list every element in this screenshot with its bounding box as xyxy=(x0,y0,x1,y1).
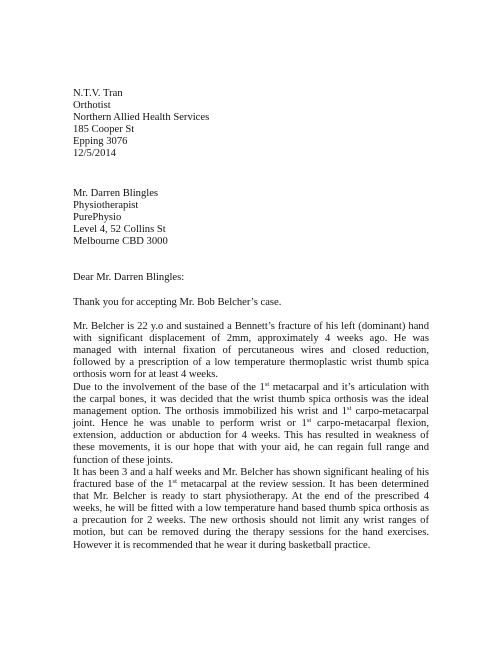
letter-date: 12/5/2014 xyxy=(73,148,116,160)
ordinal-suffix: st xyxy=(306,417,312,425)
thanks-line: Thank you for accepting Mr. Bob Belcher’s case. xyxy=(73,297,282,308)
ordinal-suffix: st xyxy=(264,381,270,388)
paragraph-text: metacarpal at the review session. It has been determined that Mr. Belcher is ready to start physiotherapy. At the end of the prescribed 4 weeks, he will be fitted with a low temperature hand based thumb spica orthosis as a precaution for 2 weeks. The new orthosis should not limit any wrist ranges of motion, but can be removed during the therapy sessions for the hand exercises. However it is recommended that he wear it during basketball practice. xyxy=(73,479,429,551)
sender-address-block xyxy=(73,88,429,161)
ordinal-suffix: st xyxy=(172,478,177,486)
paragraph-orthosis xyxy=(73,382,429,467)
recipient-suburb: Melbourne CBD 3000 xyxy=(73,236,168,248)
sender-name: N.T.V. Tran xyxy=(73,88,123,99)
recipient-address-block xyxy=(73,188,429,248)
sender-title: Orthotist xyxy=(73,100,111,112)
sender-street: 185 Cooper St xyxy=(73,124,135,136)
sender-organization: Northern Allied Health Services xyxy=(73,112,210,124)
paragraph-injury: Mr. Belcher is 22 y.o and sustained a Bennett’s fracture of his left (dominant) hand with significant displacement of 2mm, approximately 4 weeks ago. He was managed with internal fixation of percutaneous wires and closed reduction, followed by a prescription of a low temperature thermoplastic wrist thumb spica orthosis worn for at least 4 weeks. xyxy=(73,321,429,381)
salutation: Dear Mr. Darren Blingles: xyxy=(73,272,185,283)
paragraph-text: metacarpal and it’s articulation with the carpal bones, it was decided that the wrist thumb spica orthosis was the ideal management option. The orthosis immobilized his wrist and 1 xyxy=(73,382,429,418)
recipient-title: Physiotherapist xyxy=(73,200,139,212)
recipient-name: Mr. Darren Blingles xyxy=(73,188,159,199)
recipient-organization: PurePhysio xyxy=(73,212,122,224)
paragraph-text: Due to the involvement of the base of the 1 xyxy=(73,382,265,393)
paragraph-text: carpo-metacarpal joint. Hence he was unable to perform wrist or 1 xyxy=(73,406,429,430)
sender-suburb: Epping 3076 xyxy=(73,136,128,148)
paragraph-text: It has been 3 and a half weeks and Mr. Belcher has shown significant healing of his fractured base of the 1 xyxy=(73,467,429,491)
paragraph-progress xyxy=(73,467,429,552)
recipient-street: Level 4, 52 Collins St xyxy=(73,224,166,236)
paragraph-text: carpo-metacarpal flexion, extension, adduction or abduction for 4 weeks. This has resulted in weakness of these movements, it is our hope that with your aid, he can regain full range and function of these joints. xyxy=(73,418,430,466)
ordinal-suffix: st xyxy=(347,405,352,413)
